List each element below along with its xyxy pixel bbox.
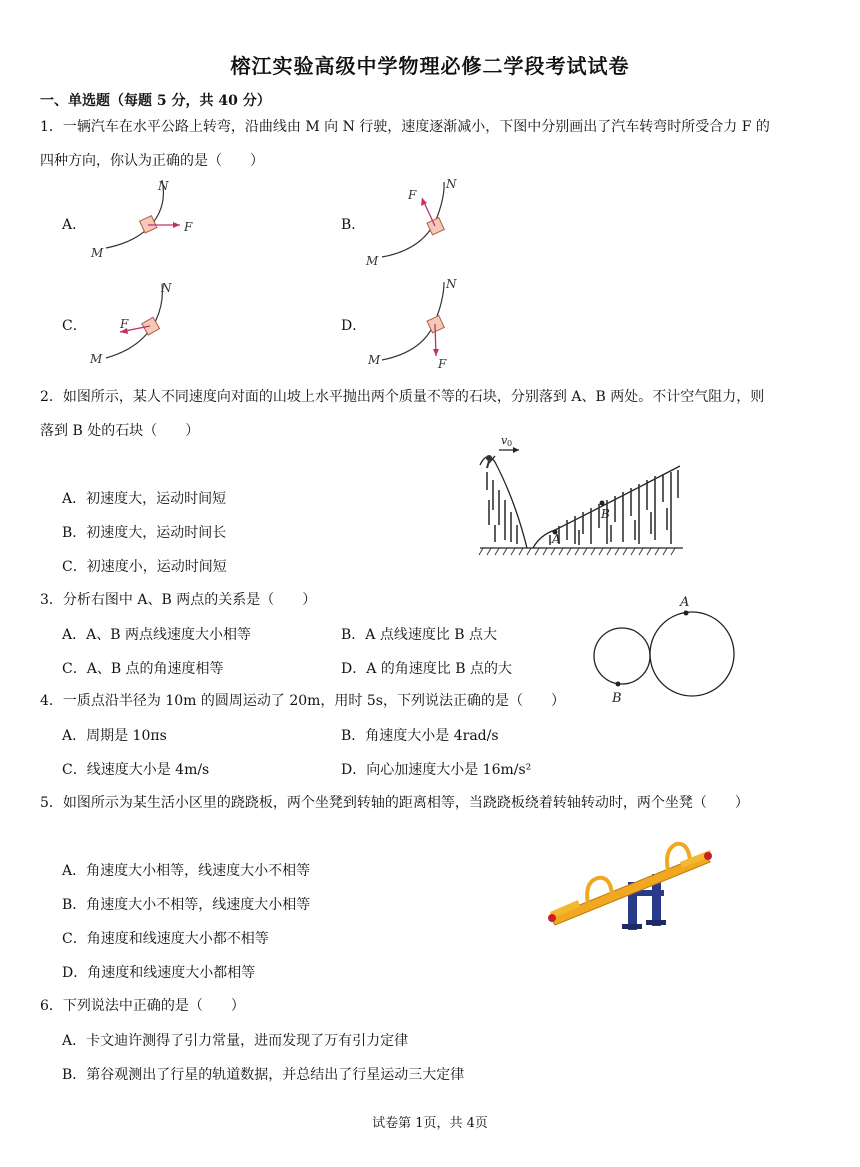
svg-text:M: M [90, 352, 103, 366]
svg-text:F: F [408, 188, 417, 202]
svg-text:F: F [120, 317, 129, 331]
q1-option-a-label: A． [62, 217, 87, 233]
q2-stem-line1: 2．如图所示，某人不同速度向对面的山坡上水平抛出两个质量不等的石块，分别落到 A、B 两处。不计空气阻力，则 [40, 389, 765, 405]
label-a: A [680, 595, 690, 610]
q6-option-b: B．第谷观测出了行星的轨道数据，并总结出了行星运动三大定律 [62, 1067, 465, 1083]
svg-text:M: M [368, 353, 381, 367]
q3-stem: 3．分析右图中 A、B 两点的关系是（ ） [40, 592, 317, 608]
q4-stem: 4．一质点沿半径为 10m 的圆周运动了 20m，用时 5s，下列说法正确的是（ ） [40, 693, 565, 709]
q2-stem-line2: 落到 B 处的石块（ ） [40, 423, 200, 439]
svg-text:M: M [366, 254, 379, 268]
q5-option-d: D．角速度和线速度大小都相等 [62, 965, 256, 981]
q1-stem-line2: 四种方向，你认为正确的是（ ） [40, 153, 264, 169]
svg-text:N: N [161, 281, 172, 295]
q1-option-d-label: D． [341, 318, 367, 334]
q3-option-d: D．A 的角速度比 B 点的大 [341, 661, 512, 677]
q5-option-b: B．角速度大小不相等，线速度大小相等 [62, 897, 311, 913]
q5-option-c: C．角速度和线速度大小都不相等 [62, 931, 269, 947]
label-f: F [184, 220, 193, 234]
page-title: 榕江实验高级中学物理必修二学段考试试卷 [230, 54, 630, 78]
q2-option-c: C．初速度小，运动时间短 [62, 559, 227, 575]
label-b: B [601, 507, 610, 521]
label-n: N [158, 179, 169, 193]
q1-option-b-label: B． [341, 217, 366, 233]
q1-stem-line1: 1．一辆汽车在水平公路上转弯，沿曲线由 M 向 N 行驶，速度逐渐减小，下图中分别画出了汽车转弯时所受合力 F 的 [40, 119, 770, 135]
q4-option-c: C．线速度大小是 4m/s [62, 762, 210, 778]
q2-option-b: B．初速度大，运动时间长 [62, 525, 227, 541]
q3-option-b: B．A 点线速度比 B 点大 [341, 627, 498, 643]
section-heading: 一、单选题（每题 5 分，共 40 分） [40, 93, 271, 109]
label-a: A [552, 532, 561, 546]
svg-text:N: N [446, 277, 457, 291]
page-footer: 试卷第 1页，共 4页 [372, 1116, 488, 1131]
label-v0: v [501, 434, 508, 447]
svg-text:N: N [446, 177, 457, 191]
q1-figure-c [84, 278, 214, 370]
q4-option-b: B．角速度大小是 4rad/s [341, 728, 499, 744]
svg-text:0: 0 [507, 439, 513, 448]
q1-figure-b [360, 172, 480, 272]
q1-option-c-label: C． [62, 318, 87, 334]
q5-figure-seesaw [540, 832, 720, 937]
q4-option-d: D．向心加速度大小是 16m/s² [341, 762, 532, 778]
label-m: M [91, 246, 104, 260]
q1-figure-d [360, 272, 480, 376]
q3-option-a: A．A、B 两点线速度大小相等 [62, 627, 251, 643]
svg-text:F: F [438, 357, 447, 371]
q4-option-a: A．周期是 10πs [62, 728, 167, 744]
q5-option-a: A．角速度大小相等，线速度大小不相等 [62, 863, 311, 879]
q2-option-a: A．初速度大，运动时间短 [62, 491, 227, 507]
label-b: B [612, 691, 622, 706]
q2-figure-hill [475, 430, 690, 560]
q6-option-a: A．卡文迪许测得了引力常量，进而发现了万有引力定律 [62, 1033, 409, 1049]
q1-figure-a [84, 178, 214, 263]
q3-option-c: C．A、B 点的角速度相等 [62, 661, 224, 677]
q5-stem: 5．如图所示为某生活小区里的跷跷板，两个坐凳到转轴的距离相等，当跷跷板绕着转轴转动时，两个坐凳（ ） [40, 795, 749, 811]
q6-stem: 6．下列说法中正确的是（ ） [40, 998, 245, 1014]
